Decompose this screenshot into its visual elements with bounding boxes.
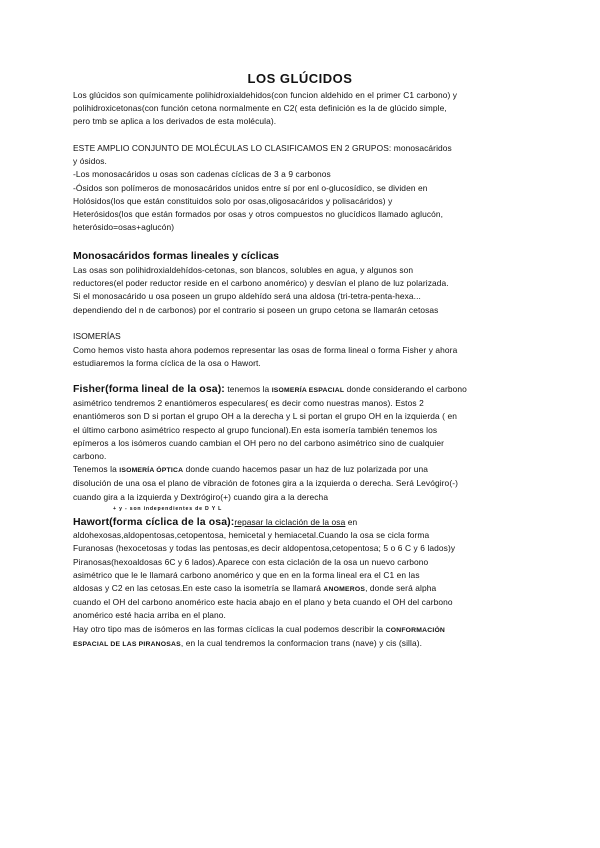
- term-isomeria-optica: ISOMERÍA ÓPTICA: [119, 467, 184, 475]
- text-line: y ósidos.: [73, 156, 107, 167]
- term-conformacion: CONFORMACIÓN: [385, 626, 446, 634]
- hawort-first-line: [73, 516, 543, 529]
- text-run: , en la cual tendremos la conformacion trans (nave) y cis (silla).: [180, 637, 423, 648]
- text-line: Furanosas (hexocetosas y todas las pentosas,es decir aldopentosa,cetopentosa; 5 o 6 C y 6 lados)y: [73, 543, 456, 554]
- fisher-optica-line: [73, 463, 543, 477]
- text-line: Holósidos(los que están constituidos solo por osas,oligosacáridos y polisacáridos) y: [73, 195, 393, 206]
- text-line: Heterósidos(los que están formados por osas y otros compuestos no glucídicos llamado aglucón,: [73, 209, 444, 220]
- text-line: Como hemos visto hasta ahora podemos representar las osas de forma lineal o forma Fisher y ahora: [73, 345, 458, 355]
- section-heading-isomerias: ISOMERÍAS: [73, 331, 121, 341]
- text-run: en: [345, 517, 358, 527]
- text-run: donde considerando el carbono: [344, 384, 467, 394]
- text-line: epímeros a los isómeros cuando cambian el OH pero no del carbono asimétrico sino de cualquier: [73, 437, 445, 448]
- text-run: , donde será alpha: [365, 583, 437, 594]
- text-run: tenemos la: [224, 384, 272, 394]
- intro-paragraph: [73, 89, 543, 129]
- hawort-piranosas-line: [73, 637, 543, 651]
- page-title: LOS GLÚCIDOS: [247, 71, 353, 86]
- text-line: Piranosas(hexoaldosas 6C y 6 lados).Aparece con esta ciclación de la osa un nuevo carbono: [73, 556, 429, 567]
- hawort-paragraph: [73, 516, 543, 651]
- classification-paragraph: [73, 142, 543, 234]
- monosacaridos-paragraph: [73, 264, 543, 317]
- text-run: aldosas y C2 en las cetosas.En este caso la isometría se llamará: [73, 583, 324, 594]
- text-line: Si el monosacárido u osa poseen un grupo aldehído será una aldosa (tri-tetra-penta-hexa...: [73, 291, 421, 302]
- text-line: Los glúcidos son químicamente polihidroxialdehidos(con funcion aldehido en el primer C1 carbono) y: [73, 90, 458, 100]
- text-line: -Los monosacáridos u osas son cadenas cíclicas de 3 a 9 carbonos: [73, 169, 331, 180]
- text-line: polihidroxicetonas(con función cetona normalmente en C2( esta definición es la de glúcido simple,: [73, 103, 447, 114]
- text-run: donde cuando hacemos pasar un haz de luz polarizada por una: [183, 464, 429, 475]
- text-line: reductores(el poder reductor reside en el carbono anomérico) y desvían el plano de luz polarizada.: [73, 278, 449, 289]
- hawort-conformacion-line: [73, 623, 543, 637]
- text-line: dependiendo del n de carbonos) por el contrario si poseen un grupo cetona se llamarán cetosas: [73, 304, 439, 315]
- text-line: anomérico esté hacia arriba en el plano.: [73, 610, 226, 621]
- section-heading-hawort: Hawort(forma cíclica de la osa):: [73, 516, 235, 528]
- underlined-note: repasar la ciclación de la osa: [234, 517, 346, 527]
- text-line: pero tmb se aplica a los derivados de esta molécula).: [73, 116, 277, 127]
- text-line: estudiaremos la forma cíclica de la osa o Hawort.: [73, 358, 261, 369]
- term-isomeria-espacial: ISOMERÍA ESPACIAL: [271, 387, 345, 394]
- text-line: disolución de una osa el plano de vibración de fotones gira a la izquierda o derecha. Será Levógiro(-): [73, 478, 458, 489]
- fisher-first-line: [73, 383, 543, 397]
- text-line: enantiómeros son D si portan el grupo OH a la derecha y L si portan el grupo OH en la izquierda ( en: [73, 411, 457, 422]
- text-line: carbono.: [73, 451, 107, 462]
- term-espacial-piranosas: ESPACIAL DE LAS PIRANOSAS: [73, 640, 181, 648]
- text-line: -Ósidos son polímeros de monosacáridos unidos entre sí por enl o-glucosídico, se dividen en: [73, 182, 428, 193]
- text-run: Tenemos la: [73, 464, 120, 475]
- text-line: asimétrico tendremos 2 enantiómeros especulares( es decir como nuestras manos). Estos 2: [73, 398, 424, 409]
- text-line: aldohexosas,aldopentosas,cetopentosa, hemicetal y hemiacetal.Cuando la osa se cicla forma: [73, 530, 430, 541]
- section-heading-fisher: Fisher(forma lineal de la osa):: [73, 383, 225, 395]
- fisher-paragraph: [73, 383, 543, 504]
- text-run: Hay otro tipo mas de isómeros en las formas cíclicas la cual podemos describir la: [73, 623, 386, 634]
- text-line: Las osas son polihidroxialdehídos-cetonas, son blancos, solubles en agua, y algunos son: [73, 265, 414, 275]
- text-line: el último carbono asimétrico respecto al grupo funcional).En esta isomería también tenemos los: [73, 424, 438, 435]
- hawort-anomeros-line: [73, 582, 543, 596]
- text-line: asimétrico que le le llamará carbono anomérico y que en en la forma lineal era el C1 en las: [73, 569, 420, 580]
- footnote-small: + y - son independientes de D Y L: [113, 506, 223, 512]
- term-anomeros: ANOMEROS: [323, 586, 366, 594]
- isomerias-paragraph: [73, 344, 543, 370]
- text-line: heterósido=osas+aglucón): [73, 222, 175, 233]
- text-line: cuando el OH del carbono anomérico este hacia abajo en el plano y beta cuando el OH del carbono: [73, 597, 453, 608]
- text-line: ESTE AMPLIO CONJUNTO DE MOLÉCULAS LO CLASIFICAMOS EN 2 GRUPOS: monosacáridos: [73, 143, 452, 153]
- text-line: cuando gira a la izquierda y Dextrógiro(+) cuando gira a la derecha: [73, 491, 329, 502]
- section-heading-monosacaridos: Monosacáridos formas lineales y cíclicas: [73, 250, 280, 262]
